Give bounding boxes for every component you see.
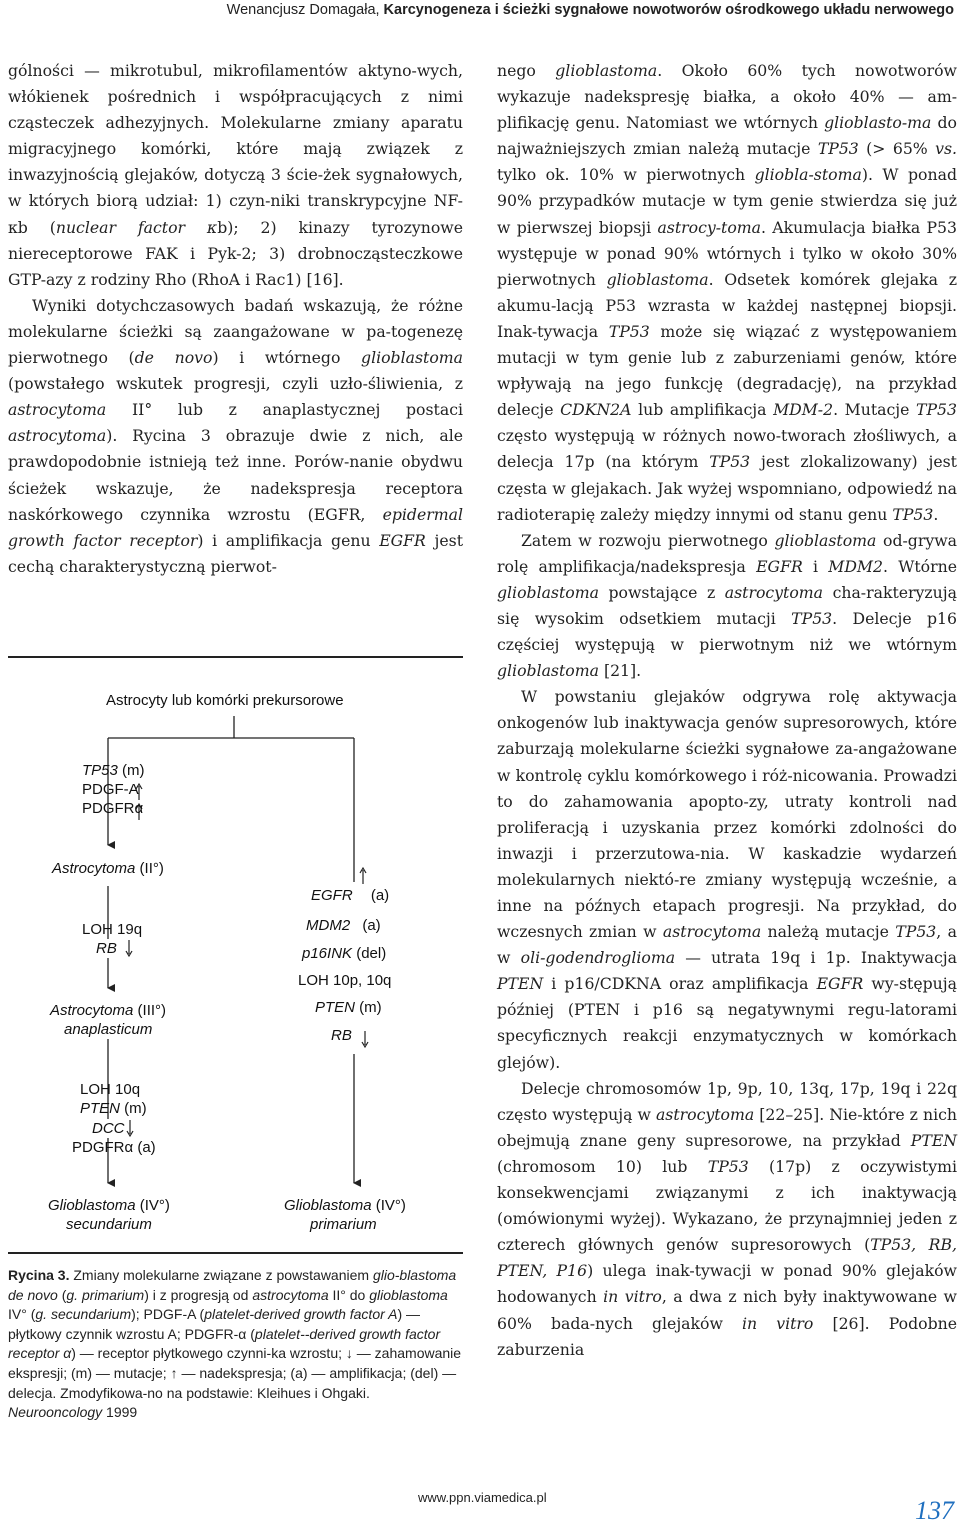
right-column [497, 58, 957, 1363]
up-arrow-icon: ↑ [170, 1364, 178, 1381]
footer-url: www.ppn.viamedica.pl [418, 1490, 547, 1505]
label-rb-right: RB [331, 1027, 352, 1044]
label-astrocytoma-ii: Astrocytoma (II°) [52, 860, 164, 877]
down-arrow-icon [127, 1120, 133, 1136]
label-primarium: primarium [310, 1216, 377, 1233]
label-pdgf-a: PDGF-A [82, 781, 139, 798]
label-pten-left: PTEN (m) [80, 1100, 147, 1117]
label-dcc: DCC [92, 1120, 125, 1137]
pathway-diagram-lines [8, 658, 463, 1256]
label-glioblastoma-secundarium: Glioblastoma (IV°) [48, 1197, 170, 1214]
label-pdgfr-alpha: PDGFRα [82, 800, 144, 817]
figure-caption: Rycina 3. Zmiany molekularne związane z powstawaniem glio-blastoma de novo (g. primarium) i z progresją od astrocytoma II° do glioblastoma IV° (g. secundarium); PDGF-A (platelet-derived growth factor A) — płytkowy czynnik wzrostu A; PDGFR-α (platelet--derived growth factor receptor α) — receptor płytkowego czynni-ka wzrostu; ↓ — zahamowanie ekspresji; (m) — mutacje; ↑ — nadekspresja; (a) — amplifikacja; (del) — delecja. Zmodyfikowa-no na podstawie: Kleihues i Ohgaki. Neurooncology 1999 [8, 1267, 462, 1421]
label-pten-right: PTEN (m) [315, 999, 382, 1016]
label-pdgfr-alpha-a: PDGFRα (a) [72, 1139, 156, 1156]
label-mdm2: MDM2 (a) [306, 917, 381, 934]
page-number: 137 [915, 1496, 954, 1525]
down-arrow-icon: ↓ [345, 1345, 353, 1362]
label-tp53: TP53 (m) [82, 762, 145, 779]
running-header [227, 0, 954, 24]
left-paragraph-1: gólności — mikrotubul, mikrofilamentów aktyno-wych, włókienek pośrednich i współpracujących z nimi cząsteczek adhezyjnych. Molekularne zmiany aparatu migracyjnego komórki, które mają związek z inwazyjnością glejaków, dotyczą 3 ście-żek sygnałowych, w których biorą udział: 1) czyn-niki transkrypcyjne NF-κb (nuclear factor κb); 2) kinazy tyrozynowe niereceptorowe FAK i Pyk-2; 3) drobnocząsteczkowe GTP-azy z rodziny Rho (RhoA i Rac1) [16]. [8, 61, 463, 289]
label-loh-10p-10q: LOH 10p, 10q [298, 972, 392, 989]
up-arrow-icon [360, 868, 366, 884]
right-paragraph-4: Delecje chromosomów 1p, 9p, 10, 13q, 17p, 19q i 22q często występują w astrocytoma [22–25]. Nie-które z nich obejmują znane geny supresorowe, na przykład PTEN (chromosom 10) lub TP53 (17p) z oczywistymi konsekwencjami związanymi z ich inaktywacją (omówionymi wyżej). Wykazano, że przynajmniej jeden z czterech głównych genów supresorowych (TP53, RB, PTEN, P16) ulega inak-tywacji w ponad 90% glejaków hodowanych in vitro, a dwa z nich były inaktywowane w 60% bada-nych glejaków in vitro [26]. Podobne zaburzenia [497, 1078, 957, 1359]
label-anaplasticum: anaplasticum [64, 1021, 153, 1038]
label-secundarium: secundarium [66, 1216, 152, 1233]
header-authors: Wenancjusz Domagała, [226, 2, 380, 18]
header-title: Karcynogeneza i ścieżki sygnałowe nowotworów ośrodkowego układu nerwowego [383, 2, 954, 18]
label-loh-19q: LOH 19q [82, 921, 143, 938]
label-glioblastoma-primarium: Glioblastoma (IV°) [284, 1197, 406, 1214]
label-p16ink: p16INK (del) [302, 945, 387, 962]
label-rb: RB [96, 940, 117, 957]
label-egfr: EGFR (a) [311, 887, 390, 904]
right-paragraph-1: nego glioblastoma. Około 60% tych nowotworów wykazuje nadekspresję białka, a około 40% — am-plifikację genu. Natomiast we wtórnych glioblasto-ma do najważniejszych zmian należą mutacje TP53 (> 65% vs. tylko ok. 10% w pierwotnych gliobla-stoma). W ponad 90% przypadków mutacje w tym genie stwierdza się już w pierwszej biopsji astrocy-toma. Akumulacja białka P53 występuje w ponad 90% wtórnych i tylko w około 30% pierwotnych glioblastoma. Odsetek komórek glejaka z akumu-lacją P53 wzrasta w każdej następnej biopsji. Inak-tywacja TP53 może się wiązać z występowaniem mutacji w tym genie lub z zaburzeniami genów, które wpływają na jego funkcję (degradację), na przykład delecje CDKN2A lub amplifikacja MDM-2. Mutacje TP53 często występują w różnych nowo-tworach złośliwych, a delecja 17p (na którym TP53 jest zlokalizowany) jest częsta w glejakach. Jak wyżej wspomniano, odpowiedź na radioterapię zależy między innymi od stanu genu TP53. [497, 61, 957, 524]
right-paragraph-2: Zatem w rozwoju pierwotnego glioblastoma od-grywa rolę amplifikacja/nadekspresja EGFR i MDM2. Wtórne glioblastoma powstające z astrocytoma cha-rakteryzują się wysokim odsetkiem mutacji TP53. Delecje p16 częściej występują w pierwotnym niż we wtórnym glioblastoma [21]. [497, 530, 958, 681]
label-astrocyty: Astrocyty lub komórki prekursorowe [106, 692, 344, 709]
figure-3 [8, 656, 463, 1254]
left-column [8, 58, 463, 580]
label-loh-10q: LOH 10q [80, 1081, 141, 1098]
left-paragraph-2: Wyniki dotychczasowych badań wskazują, że różne molekularne ścieżki są zaangażowane w pa-togenezę pierwotnego (de novo) i wtórnego glioblastoma (powstałego wskutek progresji, czyli uzło-śliwienia, z astrocytoma II° lub z anaplastycznej postaci astrocytoma). Rycina 3 obrazuje dwie z nich, ale prawdopodobnie istnieją też inne. Porów-nanie obydwu ścieżek wskazuje, że nadekspresja receptora naskórkowego czynnika wzrostu (EGFR, epidermal growth factor receptor) i amplifikacja genu EGFR jest cechą charakterystyczną pierwot- [8, 295, 463, 576]
right-labels-backdrop [296, 882, 416, 1054]
right-paragraph-3: W powstaniu glejaków odgrywa rolę aktywacja onkogenów lub inaktywacja genów supresorowych, które zaburzają molekularne ścieżki sygnałowe za-angażowane w kontrolę cyklu komórkowego i róż-nicowania. Prowadzi to do zahamowania apopto-zy, utraty kontroli nad proliferacją i uzyskania przez komórki zdolności do inwazji i przerzutowa-nia. W kaskadzie wydarzeń molekularnych niektó-re zmiany występują wcześnie, a inne na późnych etapach progresji. Na przykład, do wczesnych zmian w astrocytoma należą mutacje TP53, a w oli-godendroglioma — utrata 19q i 1p. Inaktywacja PTEN i p16/CDKNA oraz amplifikacja EGFR wy-stępują później (PTEN i p16 są negatywnymi regu-latorami specyficznych reakcji enzymatycznych w komórkach glejów). [497, 687, 958, 1072]
label-astrocytoma-iii: Astrocytoma (III°) [50, 1002, 167, 1019]
down-arrow-icon [126, 940, 132, 956]
